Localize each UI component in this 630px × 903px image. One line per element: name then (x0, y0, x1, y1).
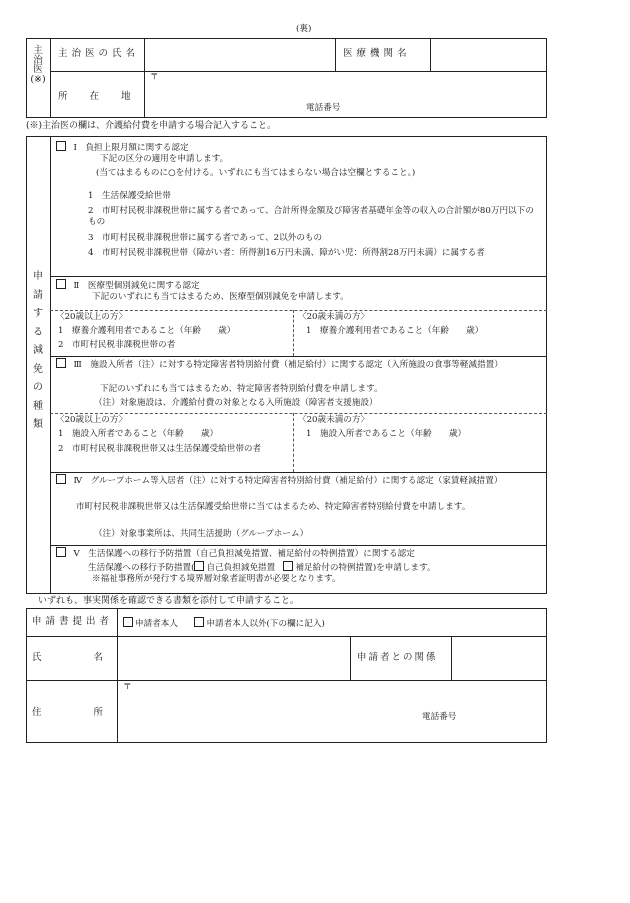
section1-line1: 下記の区分の適用を申請します。 (100, 154, 229, 164)
submitter-label: 申請書提出者 (32, 616, 114, 627)
section1-checkbox[interactable] (56, 141, 66, 151)
doctor-address-label: 所在地 (58, 91, 153, 102)
section4-checkbox[interactable] (56, 474, 66, 484)
attach-note: いずれも、事実関係を確認できる書類を添付して申請すること。 (38, 596, 300, 606)
section2-checkbox[interactable] (56, 279, 66, 289)
submitter-address-field[interactable] (123, 686, 541, 738)
submitter-name-label: 氏名 (32, 652, 156, 663)
section4-line1: 市町村民税非課税世帯又は生活保護受給世帯に当てはまるため、特定障害者特別給付費を申請します。 (76, 502, 471, 512)
section3-under20-header: 〈20歳未満の方〉 (298, 415, 370, 425)
relation-field[interactable] (456, 640, 542, 676)
section2-over20-item1: 1 療養介護利用者であること（年齢 歳） (58, 326, 236, 336)
submitter-options (123, 617, 325, 630)
doctor-note: (※)主治医の欄は、介護給付費を申請する場合記入すること。 (26, 121, 277, 131)
section1-item-1: 1 生活保護受給世帯 (88, 191, 171, 201)
section3-note: （注）対象施設は、介護給付費の対象となる入所施設（障害者支援施設） (94, 398, 378, 408)
section1-item-4: 4 市町村民税非課税世帯（障がい者：所得割16万円未満、障がい児：所得割28万円未満）に属する者 (88, 248, 485, 258)
submitter-name-field[interactable] (123, 640, 345, 676)
section2-under20-item1: 1 療養介護利用者であること（年齢 歳） (306, 326, 484, 336)
section3-over20-item2: 2 市町村民税非課税世帯又は生活保護受給世帯の者 (58, 444, 262, 454)
section4-note: （注）対象事業所は、共同生活援助（グループホーム） (94, 529, 309, 539)
section5-line1: 生活保護への移行予防措置( 自己負担減免措置 補足給付の特例措置)を申請します。 (88, 563, 436, 573)
doctor-address-field[interactable] (150, 76, 540, 114)
institution-label: 医療機関名 (343, 48, 411, 59)
section3-title: Ⅲ 施設入所者（注）に対する特定障害者特別給付費（補足給付）に関する認定（入所施設の食事等軽減措置） (56, 358, 540, 371)
section1-title: Ⅰ 負担上限月額に関する認定 (56, 141, 189, 154)
doctor-vertical-label: 主 治 医 (※) (30, 45, 46, 85)
reduction-vertical-label: 申 請 す る 減 免 の 種 類 (33, 271, 43, 430)
section2-over20-item2: 2 市町村民税非課税世帯の者 (58, 340, 176, 350)
section1-item-2: 2 市町村民税非課税世帯に属する者であって、合計所得金額及び障害者基礎年金等の収入の合計額が80万円以下のもの (88, 206, 534, 228)
self-burden-checkbox[interactable] (194, 561, 204, 571)
institution-field[interactable] (436, 42, 541, 68)
submitter-postal-mark: 〒 (123, 682, 132, 692)
section3-line1: 下記のいずれにも当てはまるため、特定障害者特別給付費を申請します。 (100, 384, 383, 394)
section4-title: Ⅳ グループホーム等入居者（注）に対する特定障害者特別給付費（補足給付）に関する認定（家賃軽減措置） (56, 474, 540, 487)
supplement-special-option: 補足給付の特例措置 (295, 563, 373, 573)
doctor-name-label: 主治医の氏名 (58, 48, 140, 59)
submitter-phone-label: 電話番号 (422, 712, 457, 722)
submitter-address-label: 住所 (32, 707, 156, 718)
doctor-phone-label: 電話番号 (306, 103, 341, 113)
doctor-postal-mark: 〒 (150, 72, 159, 82)
page-side-label: (裏) (296, 24, 312, 34)
section1-line2: (当てはまるものに○を付ける。いずれにも当てはまらない場合は空欄とすること。) (96, 168, 416, 178)
submitter-other-checkbox[interactable] (194, 617, 204, 627)
section5-title: Ⅴ 生活保護への移行予防措置（自己負担減免措置、補足給付の特例措置）に関する認定 (56, 547, 415, 560)
section1-item-3: 3 市町村民税非課税世帯に属する者であって、2以外のもの (88, 233, 323, 243)
submitter-self-option: 申請者本人 (135, 619, 178, 629)
self-burden-option: 自己負担減免措置 (206, 563, 276, 573)
submitter-self-checkbox[interactable] (123, 617, 133, 627)
submitter-other-option: 申請者本人以外(下の欄に記入) (206, 619, 325, 629)
section3-over20-header: 〈20歳以上の方〉 (56, 415, 128, 425)
section2-over20-header: 〈20歳以上の方〉 (56, 312, 128, 322)
section5-note: ※福祉事務所が発行する境界層対象者証明書が必要となります。 (92, 574, 341, 584)
section3-checkbox[interactable] (56, 358, 66, 368)
relation-label: 申請者との関係 (357, 652, 438, 663)
section2-title: Ⅱ 医療型個別減免に関する認定 (56, 279, 200, 292)
supplement-special-checkbox[interactable] (283, 561, 293, 571)
doctor-name-field[interactable] (150, 42, 330, 68)
section3-under20-item1: 1 施設入所者であること（年齢 歳） (306, 429, 467, 439)
section3-over20-item1: 1 施設入所者であること（年齢 歳） (58, 429, 219, 439)
section5-checkbox[interactable] (56, 547, 66, 557)
section2-under20-header: 〈20歳未満の方〉 (298, 312, 370, 322)
section2-line1: 下記のいずれにも当てはまるため、医療型個別減免を申請します。 (92, 292, 349, 302)
